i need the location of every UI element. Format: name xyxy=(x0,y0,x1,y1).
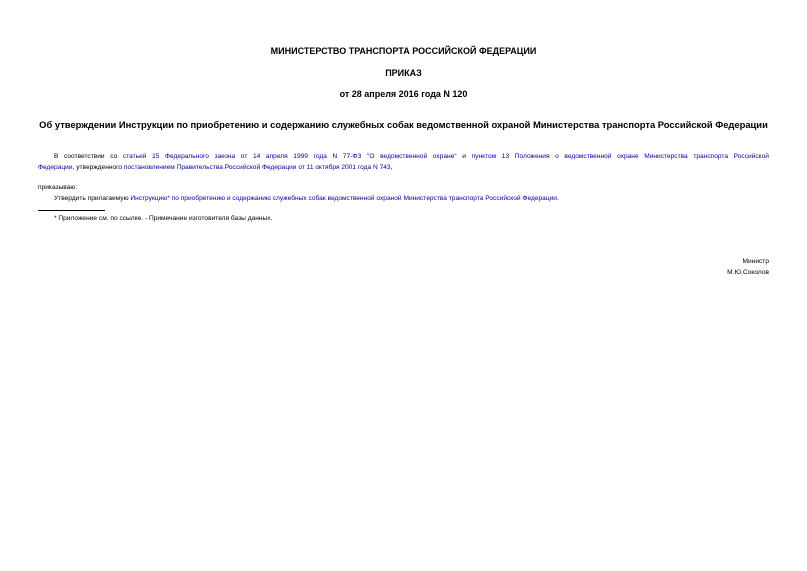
basis-text-2: и xyxy=(456,153,472,160)
basis-text-1: В соответствии со xyxy=(54,153,123,160)
approve-paragraph xyxy=(38,193,769,204)
document-title: Об утверждении Инструкции по приобретению и содержанию служебных собак ведомственной охраной Министерства транспорта Российской Федерации xyxy=(39,119,768,130)
basis-text-4: , xyxy=(390,164,393,171)
basis-paragraph xyxy=(38,151,769,173)
ministry-heading: МИНИСТЕРСТВО ТРАНСПОРТА РОССИЙСКОЙ ФЕДЕРАЦИИ xyxy=(270,46,537,56)
instruction-link[interactable]: Инструкцию* по приобретению и содержанию служебных собак ведомственной охраной Министерства транспорта Российской Федерации xyxy=(130,195,557,202)
regulation-link[interactable]: пунктом 13 Положения о ведомственной охране Министерства транспорта Российской xyxy=(471,153,769,160)
footnote-divider xyxy=(38,210,105,211)
document-date-number: от 28 апреля 2016 года N 120 xyxy=(339,89,468,99)
approve-text-2: . xyxy=(556,195,559,202)
footnote xyxy=(38,213,769,224)
regulation-link-cont[interactable]: Федерации xyxy=(38,164,73,171)
approve-text-1: Утвердить прилагаемую xyxy=(54,195,131,202)
basis-text-3: , утвержденного xyxy=(72,164,124,171)
document-type: ПРИКАЗ xyxy=(385,68,422,78)
federal-law-link[interactable]: статьей 15 Федерального закона от 14 апреля 1999 года N 77-ФЗ "О ведомственной охране" xyxy=(122,153,457,160)
basis-line-1 xyxy=(38,151,769,162)
order-word: приказываю: xyxy=(38,184,78,191)
signatory-name: М.Ю.Соколов xyxy=(727,269,769,276)
footnote-text: * Приложение см. по ссылке. - Примечание изготовителя базы данных. xyxy=(54,215,273,222)
signatory-post: Министр xyxy=(742,258,769,265)
basis-line-2 xyxy=(38,162,769,173)
government-decree-link[interactable]: постановлением Правительства Российской Федерации от 11 октября 2001 года N 743 xyxy=(123,164,391,171)
